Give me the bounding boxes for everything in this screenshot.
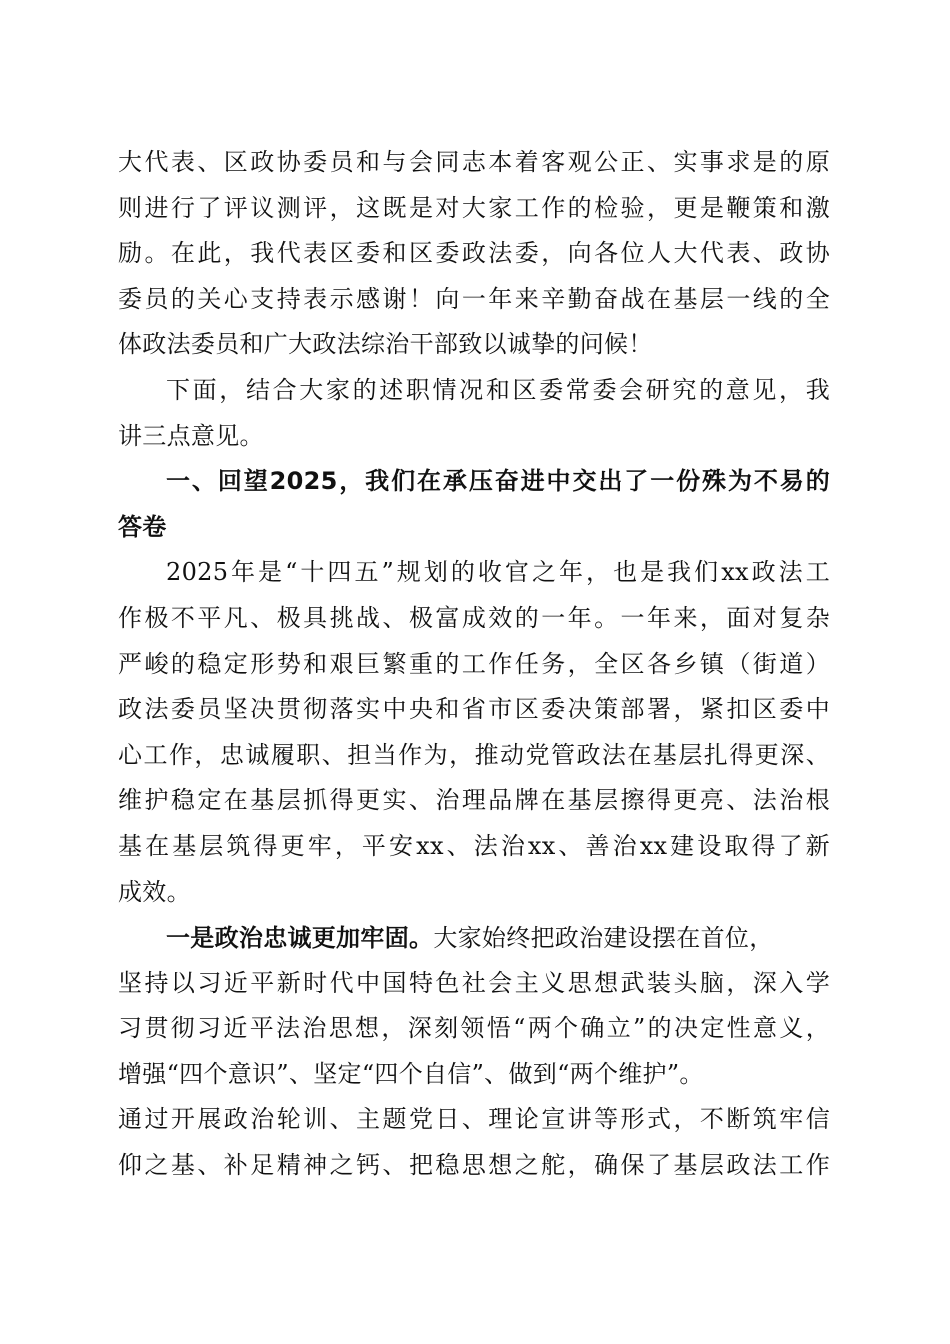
text-line: 习贯彻习近平法治思想，深刻领悟“两个确立”的决定性意义， <box>118 1014 830 1043</box>
text-line: 坚持以习近平新时代中国特色社会主义思想武装头脑，深入学 <box>118 968 830 997</box>
text-line: 严峻的稳定形势和艰巨繁重的工作任务，全区各乡镇（街道） <box>118 649 830 678</box>
text-line: 基在基层筑得更牢，平安xx、法治xx、善治xx建设取得了新 <box>118 831 830 860</box>
paragraph-review <box>118 550 830 915</box>
text-line <box>118 915 830 961</box>
paragraph-intro <box>118 368 830 459</box>
text-line: 2025年是“十四五”规划的收官之年，也是我们xx政法工 <box>166 558 830 587</box>
text-line: 通过开展政治轮训、主题党日、理论宣讲等形式，不断筑牢信 <box>118 1105 830 1134</box>
bold-lead-text: 一是政治忠诚更加牢固。 <box>166 923 434 953</box>
text-line: 维护稳定在基层抓得更实、治理品牌在基层擦得更亮、法治根 <box>118 786 830 815</box>
paragraph-continuation <box>118 140 830 368</box>
section-heading <box>118 459 830 550</box>
text-line: 委员的关心支持表示感谢！向一年来辛勤奋战在基层一线的全 <box>118 284 830 313</box>
heading-line: 答卷 <box>118 512 167 541</box>
text-line: 增强“四个意识”、坚定“四个自信”、做到“两个维护”。 <box>118 1059 704 1088</box>
lead-rest-text: 大家始终把政治建设摆在首位， <box>433 924 774 953</box>
text-line: 下面，结合大家的述职情况和区委常委会研究的意见，我 <box>166 375 830 404</box>
paragraph-political-loyalty <box>118 915 830 1189</box>
text-line: 心工作，忠诚履职、担当作为，推动党管政法在基层扎得更深、 <box>118 740 830 769</box>
text-line: 成效。 <box>118 877 191 906</box>
text-line: 仰之基、补足精神之钙、把稳思想之舵，确保了基层政法工作 <box>118 1151 830 1180</box>
text-line: 励。在此，我代表区委和区委政法委，向各位人大代表、政协 <box>118 239 830 268</box>
text-line: 体政法委员和广大政法综治干部致以诚挚的问候！ <box>118 330 653 359</box>
document-page <box>118 140 830 1189</box>
heading-line: 一、回望2025，我们在承压奋进中交出了一份殊为不易的 <box>166 467 830 496</box>
text-line: 作极不平凡、极具挑战、极富成效的一年。一年来，面对复杂 <box>118 603 830 632</box>
text-line: 则进行了评议测评，这既是对大家工作的检验，更是鞭策和激 <box>118 193 830 222</box>
text-line: 大代表、区政协委员和与会同志本着客观公正、实事求是的原 <box>118 148 830 176</box>
text-line: 讲三点意见。 <box>118 421 264 450</box>
text-line: 政法委员坚决贯彻落实中央和省市区委决策部署，紧扣区委中 <box>118 695 830 724</box>
